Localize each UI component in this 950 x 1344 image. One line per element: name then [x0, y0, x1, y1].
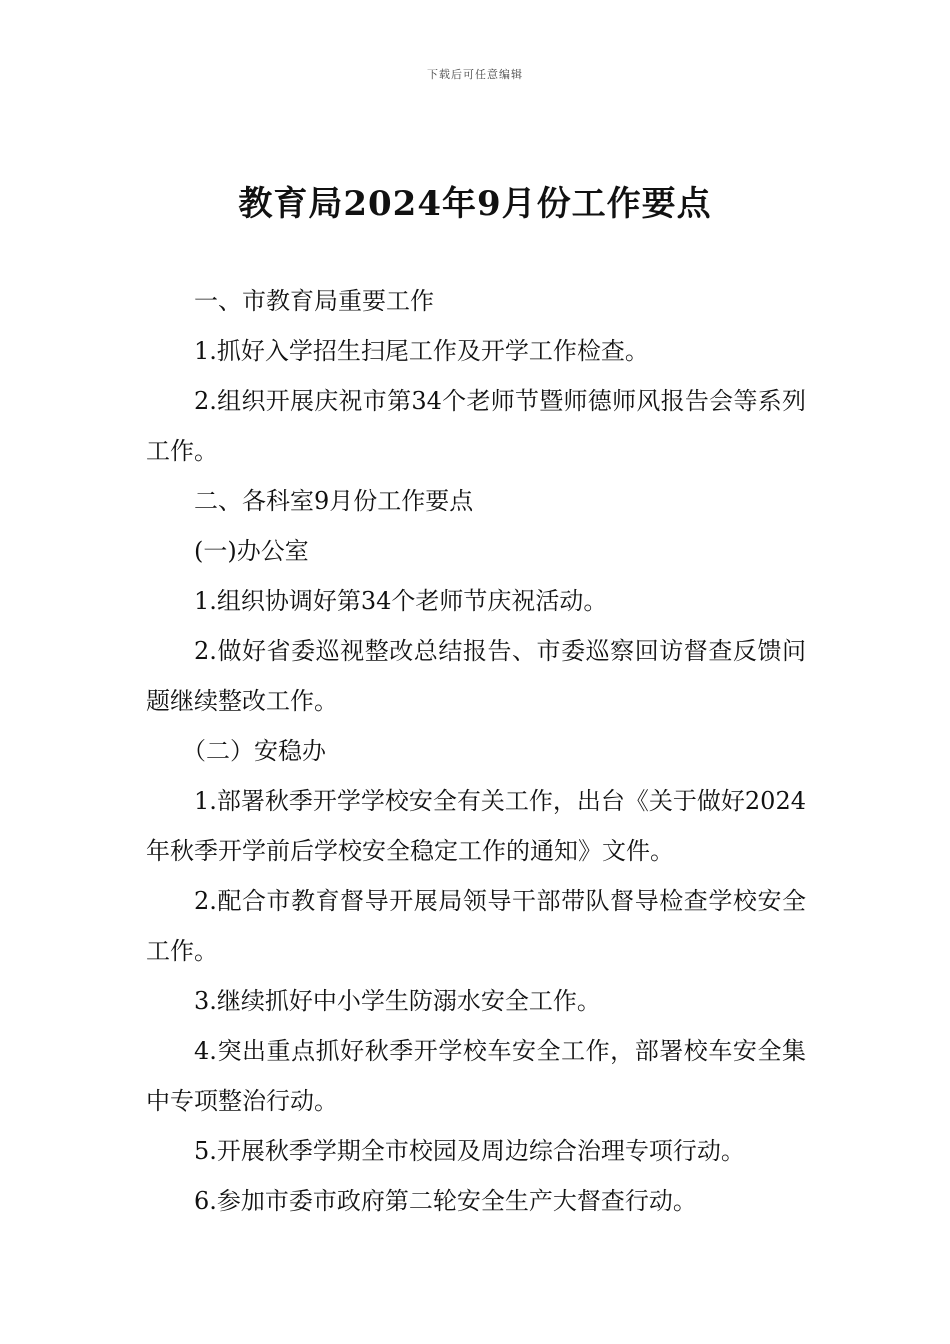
- header-note: 下载后可任意编辑: [427, 68, 523, 81]
- document-body: [146, 276, 806, 1226]
- section-heading: 一、市教育局重要工作: [194, 287, 434, 315]
- list-item: 1.部署秋季开学学校安全有关工作，出台《关于做好2024年秋季开学前后学校安全稳定工作的通知》文件。: [146, 787, 806, 865]
- list-item: 1.组织协调好第34个老师节庆祝活动。: [194, 587, 608, 615]
- list-item: 2.做好省委巡视整改总结报告、市委巡察回访督查反馈问题继续整改工作。: [146, 637, 806, 715]
- list-item: 2.配合市教育督导开展局领导干部带队督导检查学校安全工作。: [146, 887, 806, 965]
- subsection-heading: （二）安稳办: [182, 737, 326, 765]
- list-item: 1.抓好入学招生扫尾工作及开学工作检查。: [194, 337, 649, 365]
- list-item: 5.开展秋季学期全市校园及周边综合治理专项行动。: [194, 1137, 745, 1165]
- list-item: 4.突出重点抓好秋季开学校车安全工作，部署校车安全集中专项整治行动。: [146, 1037, 806, 1115]
- list-item: 6.参加市委市政府第二轮安全生产大督查行动。: [194, 1187, 697, 1215]
- subsection-heading: (一)办公室: [194, 537, 309, 565]
- list-item: 3.继续抓好中小学生防溺水安全工作。: [194, 987, 601, 1015]
- section-heading: 二、各科室9月份工作要点: [194, 487, 474, 515]
- document-title: 教育局2024年9月份工作要点: [238, 184, 712, 224]
- list-item: 2.组织开展庆祝市第34个老师节暨师德师风报告会等系列工作。: [146, 387, 806, 465]
